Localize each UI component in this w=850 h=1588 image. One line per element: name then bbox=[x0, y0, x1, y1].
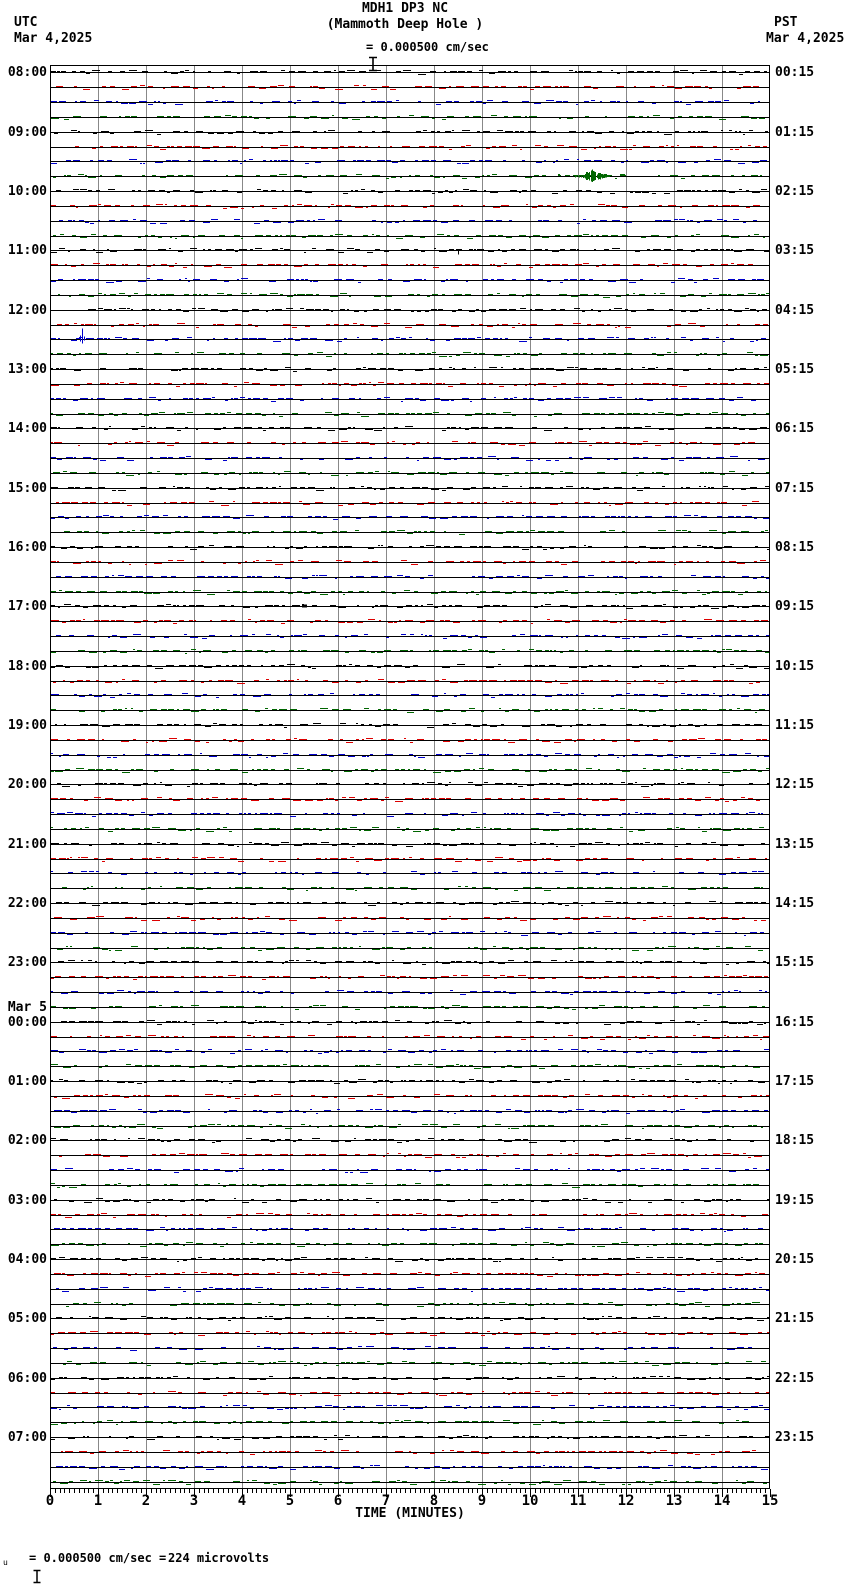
date-rollover-label: Mar 5 bbox=[7, 999, 47, 1015]
hour-label-utc: 09:00 bbox=[7, 124, 47, 140]
x-tick-label: 7 bbox=[381, 1493, 391, 1509]
timezone-right: PST bbox=[774, 15, 798, 30]
x-axis-title: TIME (MINUTES) bbox=[355, 1506, 465, 1521]
station-location: (Mammoth Deep Hole ) bbox=[326, 17, 484, 32]
hour-label-utc: 23:00 bbox=[7, 954, 47, 970]
x-tick-label: 12 bbox=[617, 1493, 635, 1509]
hour-label-pst: 17:15 bbox=[775, 1073, 815, 1089]
hour-label-pst: 19:15 bbox=[775, 1192, 815, 1208]
hour-label-utc: 05:00 bbox=[7, 1310, 47, 1326]
footer-equivalent: 224 microvolts bbox=[168, 1551, 270, 1565]
hour-label-utc: 10:00 bbox=[7, 183, 47, 199]
x-tick-label: 9 bbox=[477, 1493, 487, 1509]
x-tick-label: 8 bbox=[429, 1493, 439, 1509]
hour-label-utc: 06:00 bbox=[7, 1370, 47, 1386]
hour-label-utc: 15:00 bbox=[7, 480, 47, 496]
timezone-left: UTC bbox=[14, 15, 38, 30]
hour-label-pst: 08:15 bbox=[775, 539, 815, 555]
x-tick-label: 5 bbox=[285, 1493, 295, 1509]
hour-label-pst: 09:15 bbox=[775, 598, 815, 614]
hour-label-pst: 15:15 bbox=[775, 954, 815, 970]
hour-label-pst: 00:15 bbox=[775, 64, 815, 80]
hour-label-pst: 20:15 bbox=[775, 1251, 815, 1267]
hour-label-pst: 16:15 bbox=[775, 1014, 815, 1030]
hour-label-utc: 18:00 bbox=[7, 658, 47, 674]
scale-text: = 0.000500 cm/sec bbox=[366, 40, 489, 54]
x-tick-label: 1 bbox=[93, 1493, 103, 1509]
x-tick-label: 4 bbox=[237, 1493, 247, 1509]
hour-label-utc: 21:00 bbox=[7, 836, 47, 852]
station-title: MDH1 DP3 NC bbox=[361, 1, 449, 16]
hour-label-utc: 03:00 bbox=[7, 1192, 47, 1208]
hour-label-utc: 11:00 bbox=[7, 242, 47, 258]
hour-label-pst: 04:15 bbox=[775, 302, 815, 318]
hour-label-pst: 22:15 bbox=[775, 1370, 815, 1386]
hour-label-pst: 10:15 bbox=[775, 658, 815, 674]
hour-label-pst: 01:15 bbox=[775, 124, 815, 140]
hour-label-pst: 12:15 bbox=[775, 776, 815, 792]
hour-label-utc: 01:00 bbox=[7, 1073, 47, 1089]
footer-marker: u bbox=[3, 1558, 8, 1567]
hour-label-pst: 21:15 bbox=[775, 1310, 815, 1326]
x-tick-label: 0 bbox=[45, 1493, 55, 1509]
x-tick-label: 3 bbox=[189, 1493, 199, 1509]
hour-label-utc: 02:00 bbox=[7, 1132, 47, 1148]
x-tick-label: 14 bbox=[713, 1493, 731, 1509]
footer-scale-equation: = 0.000500 cm/sec = bbox=[29, 1551, 167, 1565]
hour-label-utc: 16:00 bbox=[7, 539, 47, 555]
x-tick-label: 13 bbox=[665, 1493, 683, 1509]
date-left: Mar 4,2025 bbox=[14, 31, 93, 46]
hour-label-utc: 13:00 bbox=[7, 361, 47, 377]
hour-label-pst: 03:15 bbox=[775, 242, 815, 258]
hour-label-pst: 07:15 bbox=[775, 480, 815, 496]
hour-label-utc: 12:00 bbox=[7, 302, 47, 318]
hour-label-pst: 11:15 bbox=[775, 717, 815, 733]
hour-label-utc: 14:00 bbox=[7, 420, 47, 436]
x-tick-label: 2 bbox=[141, 1493, 151, 1509]
hour-label-utc: 22:00 bbox=[7, 895, 47, 911]
hour-label-utc: 07:00 bbox=[7, 1429, 47, 1445]
hour-label-pst: 13:15 bbox=[775, 836, 815, 852]
hour-label-pst: 18:15 bbox=[775, 1132, 815, 1148]
hour-label-pst: 02:15 bbox=[775, 183, 815, 199]
hour-label-utc: 00:00 bbox=[7, 1014, 47, 1030]
hour-label-utc: 17:00 bbox=[7, 598, 47, 614]
hour-label-utc: 19:00 bbox=[7, 717, 47, 733]
hour-label-pst: 06:15 bbox=[775, 420, 815, 436]
hour-label-pst: 23:15 bbox=[775, 1429, 815, 1445]
hour-label-utc: 20:00 bbox=[7, 776, 47, 792]
x-tick-label: 6 bbox=[333, 1493, 343, 1509]
hour-label-utc: 08:00 bbox=[7, 64, 47, 80]
x-tick-label: 10 bbox=[521, 1493, 539, 1509]
hour-label-pst: 05:15 bbox=[775, 361, 815, 377]
hour-label-utc: 04:00 bbox=[7, 1251, 47, 1267]
x-tick-label: 11 bbox=[569, 1493, 587, 1509]
x-tick-label: 15 bbox=[761, 1493, 779, 1509]
hour-label-pst: 14:15 bbox=[775, 895, 815, 911]
date-right: Mar 4,2025 bbox=[766, 31, 845, 46]
